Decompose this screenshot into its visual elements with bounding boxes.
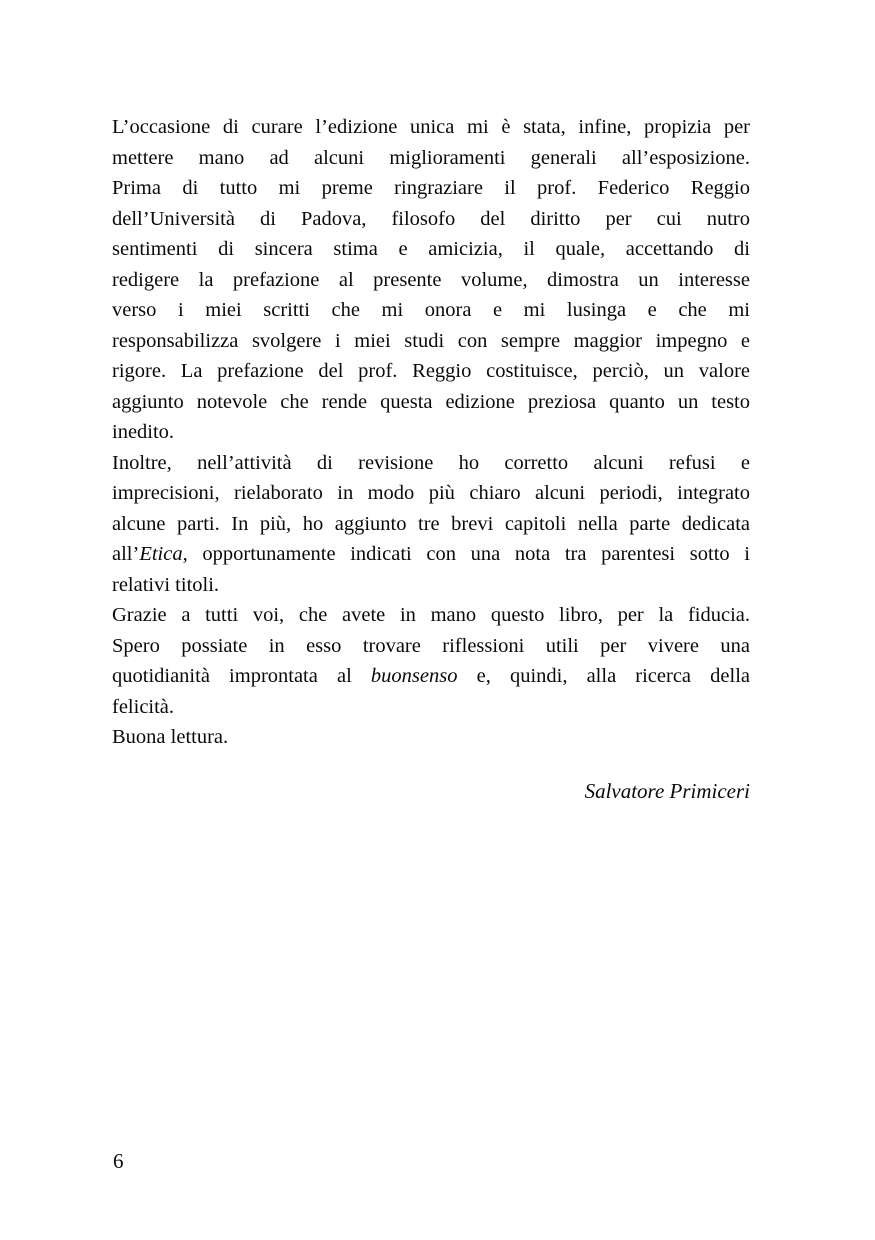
text-line	[112, 631, 750, 662]
italic-text: buonsenso	[370, 665, 458, 687]
text-line	[112, 539, 750, 570]
text-segment: relativi titoli.	[112, 573, 220, 596]
text-segment: Buona lettura.	[112, 726, 229, 748]
text-line	[112, 143, 750, 174]
text-segment: all’	[112, 543, 140, 565]
text-line	[112, 326, 750, 357]
text-line	[112, 722, 750, 753]
paragraph	[112, 722, 750, 753]
text-segment: alcune parti. In più, ho aggiunto tre brevi capitoli nella parte dedicata	[112, 512, 750, 535]
text-line	[112, 478, 750, 509]
text-line	[112, 356, 750, 387]
text-line	[112, 417, 750, 448]
page-number: 6	[113, 1149, 124, 1173]
text-segment: L’occasione di curare l’edizione unica mi è stata, infine, propizia per	[112, 116, 750, 138]
author-signature: Salvatore Primiceri	[584, 779, 750, 803]
text-line	[112, 509, 750, 540]
text-line	[112, 173, 750, 204]
text-segment: dell’Università di Padova, filosofo del diritto per cui nutro	[112, 207, 750, 230]
text-line	[112, 295, 750, 326]
text-line	[112, 570, 750, 601]
text-line	[112, 600, 750, 631]
text-block	[112, 112, 750, 753]
text-segment: Grazie a tutti voi, che avete in mano questo libro, per la fiducia.	[112, 604, 750, 626]
text-segment: aggiunto notevole che rende questa edizione preziosa quanto un testo	[112, 390, 750, 413]
text-line	[112, 204, 750, 235]
italic-text: Etica	[139, 543, 183, 565]
text-segment: inedito.	[112, 421, 175, 443]
text-segment: Spero possiate in esso trovare riflessioni utili per vivere una	[112, 634, 750, 657]
text-segment: Inoltre, nell’attività di revisione ho corretto alcuni refusi e	[112, 451, 750, 474]
text-segment: rigore. La prefazione del prof. Reggio costituisce, perciò, un valore	[112, 360, 750, 382]
text-line	[112, 112, 750, 143]
text-segment: quotidianità improntata al	[112, 665, 371, 687]
paragraph	[112, 112, 750, 448]
paragraph	[112, 448, 750, 601]
text-segment: Prima di tutto mi preme ringraziare il prof. Federico Reggio	[112, 177, 750, 199]
text-line	[112, 387, 750, 418]
text-segment: sentimenti di sincera stima e amicizia, il quale, accettando di	[112, 238, 750, 260]
text-line	[112, 692, 750, 723]
text-segment: mettere mano ad alcuni miglioramenti generali all’esposizione.	[112, 146, 750, 169]
text-line	[112, 448, 750, 479]
text-segment: , opportunamente indicati con una nota tra parentesi sotto i	[182, 543, 750, 565]
text-segment: felicità.	[112, 695, 175, 718]
text-segment: e, quindi, alla ricerca della	[457, 665, 750, 687]
text-segment: responsabilizza svolgere i miei studi con sempre maggior impegno e	[112, 329, 750, 352]
text-segment: verso i miei scritti che mi onora e mi lusinga e che mi	[112, 299, 750, 321]
text-line	[112, 234, 750, 265]
text-line	[112, 661, 750, 692]
text-segment: imprecisioni, rielaborato in modo più chiaro alcuni periodi, integrato	[112, 482, 750, 504]
text-segment: redigere la prefazione al presente volume, dimostra un interesse	[112, 268, 750, 291]
paragraph	[112, 600, 750, 722]
text-line	[112, 265, 750, 296]
